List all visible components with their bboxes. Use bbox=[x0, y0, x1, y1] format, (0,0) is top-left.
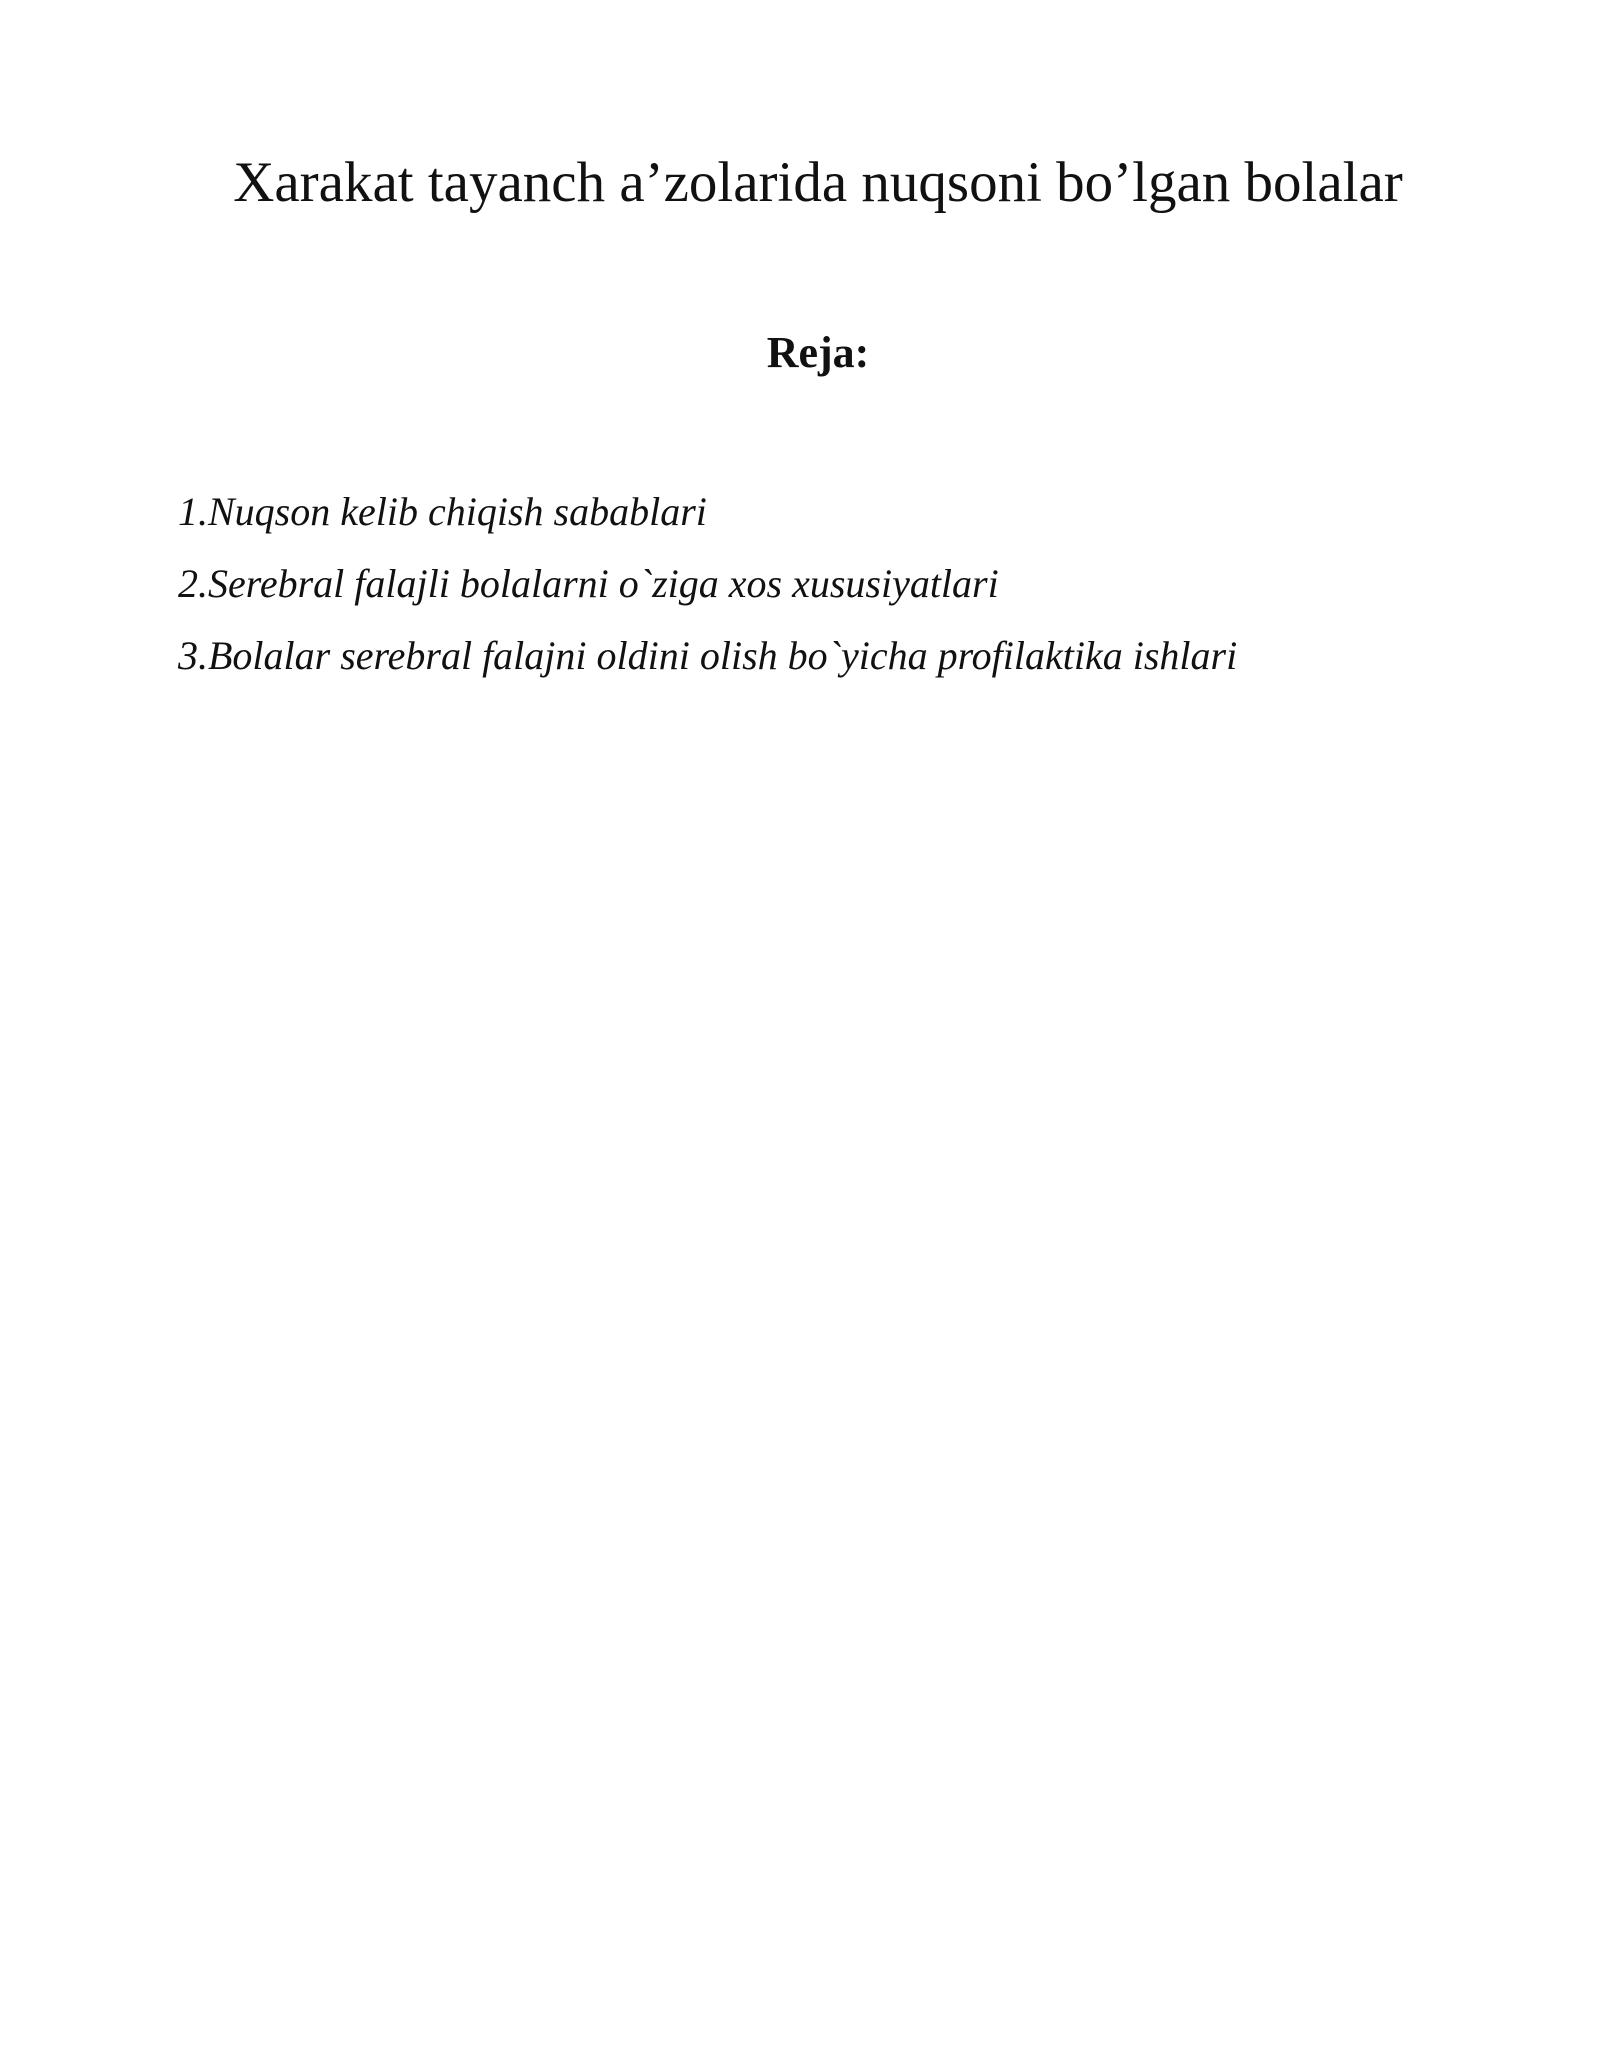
document-title: Xarakat tayanch a’zolarida nuqsoni bo’lgan bolalar bbox=[233, 151, 1403, 214]
plan-item: 1.Nuqson kelib chiqish sabablari bbox=[178, 489, 707, 534]
plan-heading: Reja: bbox=[766, 328, 870, 377]
plan-list bbox=[178, 487, 1237, 703]
plan-item: 3.Bolalar serebral falajni oldini olish bo`yicha profilaktika ishlari bbox=[178, 633, 1238, 678]
plan-item: 2.Serebral falajli bolalarni o`ziga xos xususiyatlari bbox=[178, 561, 999, 606]
